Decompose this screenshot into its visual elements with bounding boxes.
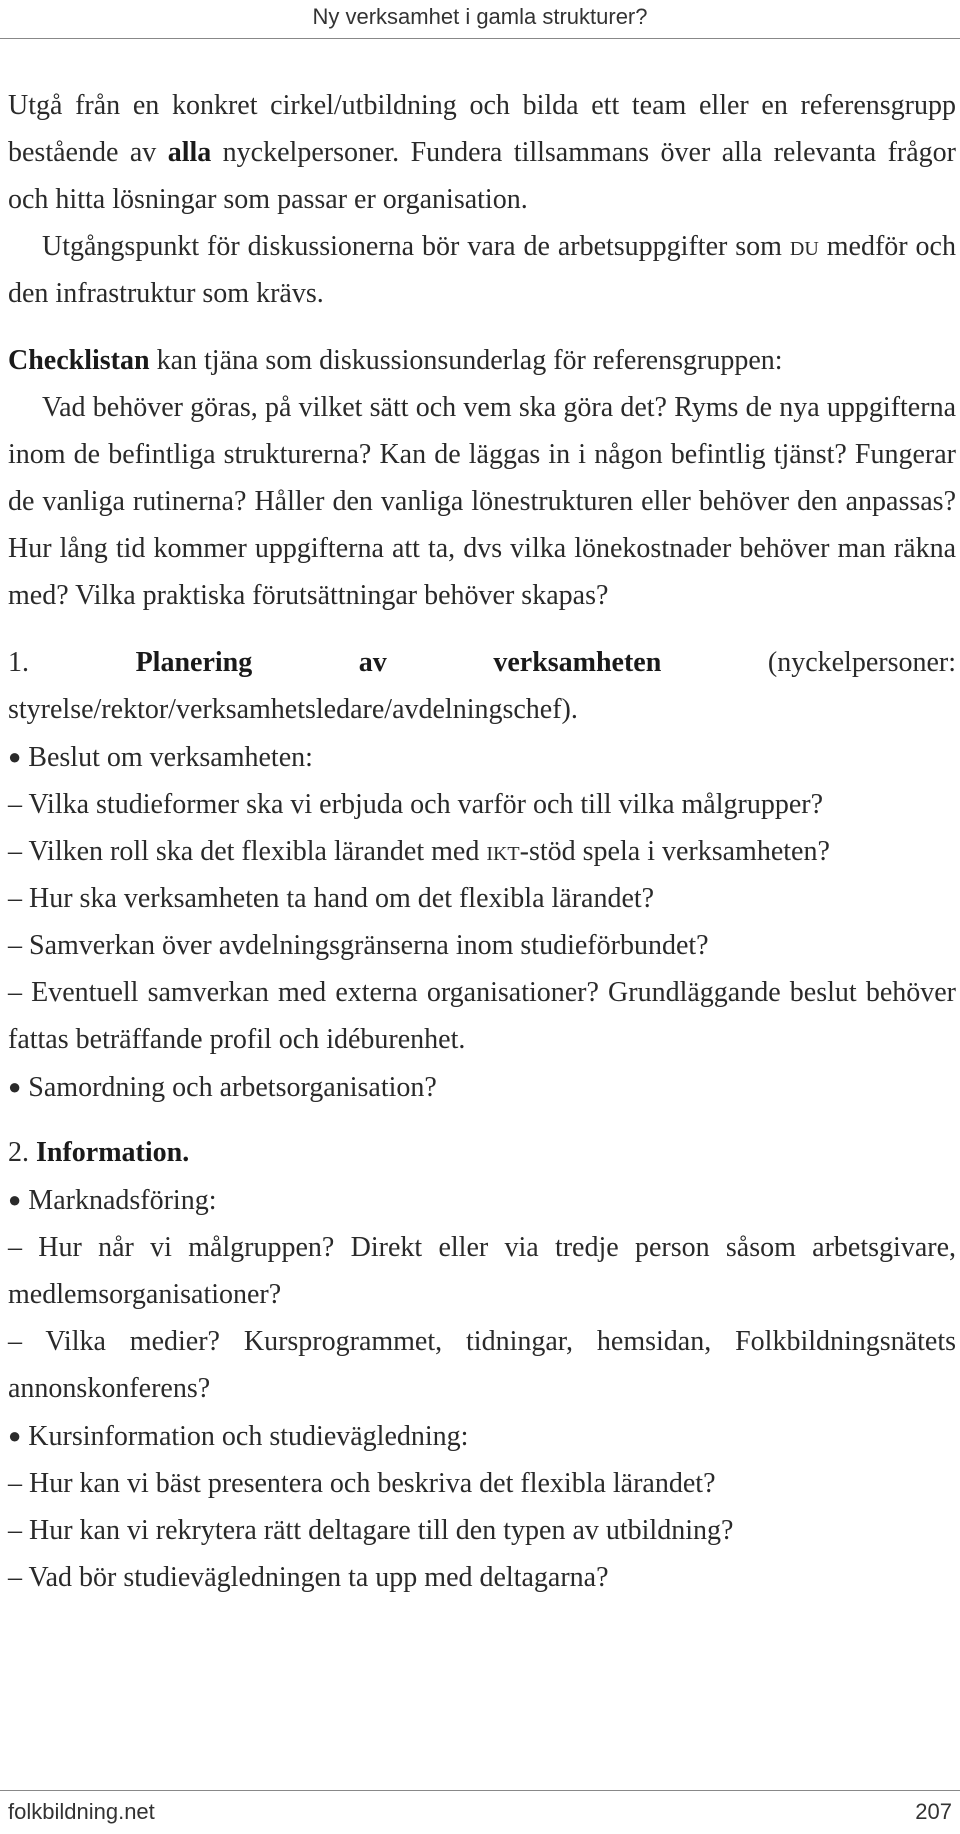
section-2-item-2: – Vilka medier? Kursprogrammet, tidningar, hemsidan, Folkbildningsnätets annonskonferens? bbox=[8, 1326, 956, 1404]
section-1-item-5: – Eventuell samverkan med externa organisationer? Grundläggande beslut behöver fattas beträffande profil och idéburenhet. bbox=[8, 977, 956, 1055]
section-1-item-1: – Vilka studieformer ska vi erbjuda och varför och till vilka målgrupper? bbox=[8, 789, 823, 820]
section-1-item-2-text-b: -stöd spela i verksamheten? bbox=[519, 836, 830, 867]
bullet-icon: ● bbox=[8, 744, 22, 769]
section-1-number: 1. bbox=[8, 647, 29, 678]
bullet-icon: ● bbox=[8, 1074, 22, 1099]
intro-bold: alla bbox=[167, 137, 212, 168]
section-1-bullet-2-text: Samordning och arbetsorganisation? bbox=[28, 1072, 437, 1103]
section-2-item-1: – Hur når vi målgruppen? Direkt eller via tredje person såsom arbetsgivare, medlemsorganisationer? bbox=[8, 1232, 956, 1310]
page-header bbox=[0, 0, 960, 39]
page-number: 207 bbox=[915, 1799, 952, 1824]
section-2-item-5: – Vad bör studievägledningen ta upp med deltagarna? bbox=[8, 1562, 609, 1593]
section-1-item-4: – Samverkan över avdelningsgränserna inom studieförbundet? bbox=[8, 930, 709, 961]
checklist-paragraph-2 bbox=[8, 384, 956, 619]
intro-text-2: nyckelpersoner. Fundera tillsammans över alla relevanta frågor och hitta lösningar som passar er organisation. bbox=[8, 137, 956, 215]
section-2-bullet-1-text: Marknadsföring: bbox=[28, 1185, 217, 1216]
section-1-item-2-text-a: – Vilken roll ska det flexibla lärandet med bbox=[8, 836, 487, 867]
section-1-subtitle: (nyckelpersoner: styrelse/rektor/verksamhetsledare/avdelningschef). bbox=[8, 647, 957, 725]
intro-paragraph-2 bbox=[8, 223, 956, 317]
page-content bbox=[8, 82, 956, 1601]
bullet-icon: ● bbox=[8, 1187, 22, 1212]
section-1-title: Planering av verksamheten bbox=[135, 647, 662, 678]
section-1-item-3: – Hur ska verksamheten ta hand om det flexibla lärandet? bbox=[8, 883, 655, 914]
section-2-item-3: – Hur kan vi bäst presentera och beskriva det flexibla lärandet? bbox=[8, 1468, 716, 1499]
header-title: Ny verksamhet i gamla strukturer? bbox=[312, 4, 648, 29]
section-2-bullet-2 bbox=[8, 1412, 956, 1460]
intro-text-3: Utgångspunkt för diskussionerna bör vara de arbetsuppgifter som bbox=[42, 231, 790, 262]
intro-text-4: medför och den infrastruktur som krävs. bbox=[8, 231, 956, 309]
intro-paragraph bbox=[8, 82, 956, 223]
checklist-paragraph bbox=[8, 337, 956, 384]
intro-abbr: du bbox=[789, 231, 819, 262]
footer-site: folkbildning.net bbox=[8, 1799, 155, 1824]
section-2-number: 2. bbox=[8, 1137, 29, 1168]
section-1-bullet-1 bbox=[8, 733, 956, 781]
section-2-bullet-2-text: Kursinformation och studievägledning: bbox=[28, 1421, 469, 1452]
section-1-item-2-abbr: ikt bbox=[486, 836, 520, 867]
checklist-bold: Checklistan bbox=[8, 345, 150, 376]
checklist-text-2: Vad behöver göras, på vilket sätt och vem ska göra det? Ryms de nya uppgifterna inom de befintliga strukturerna? Kan de läggas in i någon befintlig tjänst? Fungerar de vanliga rutinerna? Håller den vanliga lönestrukturen eller behöver den anpassas? Hur lång tid kommer uppgifterna att ta, dvs vilka lönekostnader behöver man räkna med? Vilka praktiska förutsättningar behöver skapas? bbox=[8, 392, 956, 611]
page-footer bbox=[0, 1790, 960, 1831]
section-2-bullet-1 bbox=[8, 1176, 956, 1224]
intro-text-1: Utgå från en konkret cirkel/utbildning och bilda ett team eller en referensgrupp bestående av bbox=[8, 90, 956, 168]
section-1-heading bbox=[8, 639, 956, 733]
section-1-bullet-2 bbox=[8, 1063, 956, 1111]
section-1-bullet-1-text: Beslut om verksamheten: bbox=[28, 742, 313, 773]
section-2-heading bbox=[8, 1129, 956, 1176]
checklist-text-1: kan tjäna som diskussionsunderlag för referensgruppen: bbox=[149, 345, 783, 376]
section-2-title: Information. bbox=[36, 1137, 190, 1168]
bullet-icon: ● bbox=[8, 1423, 22, 1448]
section-1-item-2 bbox=[8, 828, 956, 875]
section-2-item-4: – Hur kan vi rekrytera rätt deltagare till den typen av utbildning? bbox=[8, 1515, 734, 1546]
